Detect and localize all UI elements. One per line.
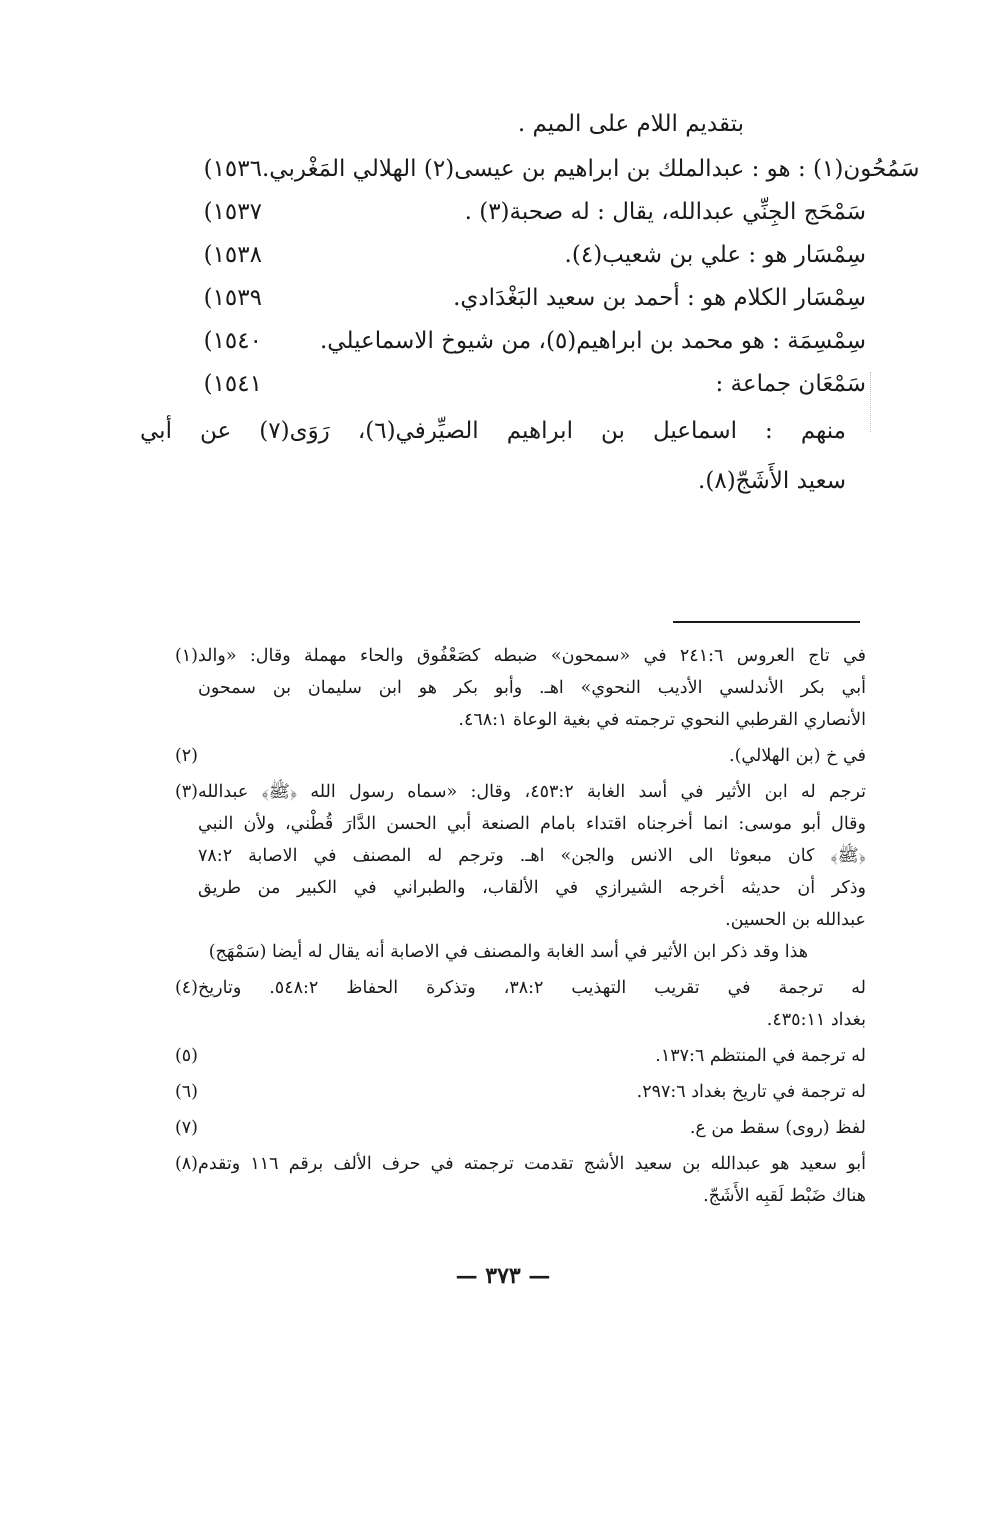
- footnote-line: في تاج العروس ٢٤١:٦ في «سمحون» ضبطه كصَعْفُوق والحاء مهملة وقال: «والد: [198, 646, 866, 666]
- entry-text: سَمْحَج الجِنِّي عبدالله، يقال : له صحبة(٣) .: [464, 199, 866, 225]
- entry-text: سِمْسِمَة : هو محمد بن ابراهيم(٥)، من شيوخ الاسماعيلي.: [319, 328, 866, 354]
- entry-text: سِمْسَار هو : علي بن شعيب(٤).: [564, 242, 866, 268]
- footnote-line: ترجم له ابن الأثير في أسد الغابة ٤٥٣:٢، وقال: «سماه رسول الله ﴿ﷺ﴾ عبدالله: [198, 782, 867, 802]
- entry-number: ١٥٣٩): [203, 285, 262, 311]
- entry-number: ١٥٣٧): [203, 199, 262, 225]
- intro-line: بتقديم اللام على الميم .: [517, 111, 744, 137]
- entry-text: سِمْسَار الكلام هو : أحمد بن سعيد البَغْدَادي.: [453, 285, 866, 311]
- entry-number: ١٥٣٨): [203, 242, 262, 268]
- paragraph-line: منهم : اسماعيل بن ابراهيم الصيِّرفي(٦)، رَوَى(٧) عن أبي: [140, 418, 846, 444]
- footnote-number: (٧): [174, 1118, 198, 1138]
- footnote-line: هناك ضَبْط لَقبِه الأَشَجّ.: [703, 1186, 866, 1206]
- footnote-line: ﴿ﷺ﴾ كان مبعوثا الى الانس والجن» اهـ. وترجم له المصنف في الاصابة ٧٨:٢: [198, 846, 866, 866]
- entry-1538: [140, 234, 866, 277]
- footnote-line: الأنصاري القرطبي النحوي ترجمته في بغية الوعاة ٤٦٨:١.: [458, 710, 866, 730]
- entry-number: ١٥٤٠): [203, 328, 262, 354]
- entry-1541: [140, 363, 866, 406]
- entry-text: سَمْعَان جماعة :: [715, 371, 866, 397]
- footnote-line: أبي بكر الأندلسي الأديب النحوي» اهـ. وأبو بكر هو ابن سليمان بن سمحون: [198, 678, 866, 698]
- paragraph-line: سعيد الأَشَجّ(٨).: [698, 468, 846, 494]
- footnote-line: عبدالله بن الحسين.: [725, 910, 866, 930]
- footnote-line: وذكر أن حديثه أخرجه الشيرازي في الألقاب، والطبراني في الكبير من طريق: [198, 878, 866, 898]
- footnote-number: (٢): [174, 746, 198, 766]
- footnote-1: [140, 640, 866, 736]
- entry-number: ١٥٣٦): [203, 156, 262, 182]
- entry-1537: [140, 191, 866, 234]
- footnote-2: [140, 740, 866, 772]
- footnote-5: [140, 1040, 866, 1072]
- footnote-line: له ترجمة في تقريب التهذيب ٣٨:٢، وتذكرة الحفاظ ٥٤٨:٢. وتاريخ: [198, 978, 866, 998]
- footnote-number: (١): [174, 646, 198, 666]
- footnote-4: [140, 972, 866, 1036]
- entry-number: ١٥٤١): [203, 371, 262, 397]
- page-number: — ٣٧٣ —: [455, 1263, 551, 1289]
- footnote-3: [140, 776, 866, 936]
- footnote-line: وقال أبو موسى: انما أخرجناه اقتداء بامام الصنعة أبي الحسن الدَّارَ قُطْني، ولأن النبي: [198, 814, 866, 834]
- footnote-number: (٥): [174, 1046, 198, 1066]
- margin-mark: [870, 372, 871, 432]
- footnote-6: [140, 1076, 866, 1108]
- footnote-line: بغداد ٤٣٥:١١.: [766, 1010, 866, 1030]
- footnote-line: في خ (بن الهلالي).: [729, 746, 866, 766]
- footnote-line: أبو سعيد هو عبدالله بن سعيد الأشج تقدمت ترجمته في حرف الألف برقم ١١٦ وتقدم: [198, 1154, 866, 1174]
- footnote-7: [140, 1112, 866, 1144]
- footnote-8: [140, 1148, 866, 1212]
- footnote-3-addendum: هذا وقد ذكر ابن الأثير في أسد الغابة والمصنف في الاصابة أنه يقال له أيضا (سَمْهَج): [208, 942, 808, 962]
- footnote-number: (٦): [174, 1082, 198, 1102]
- footnote-line: له ترجمة في المنتظم ١٣٧:٦.: [655, 1046, 866, 1066]
- footnote-line: لفظ (روى) سقط من ع.: [689, 1118, 866, 1138]
- footnote-separator: [673, 621, 860, 623]
- entry-text: سَمُحُون(١) : هو : عبدالملك بن ابراهيم بن عيسى(٢) الهلالي المَغْربي.: [262, 156, 920, 182]
- entry-1541-paragraph: [140, 406, 866, 506]
- entry-1540: [140, 320, 866, 363]
- entry-1536: [140, 148, 920, 191]
- footnote-number: (٤): [174, 978, 198, 998]
- footnote-line: له ترجمة في تاريخ بغداد ٢٩٧:٦.: [636, 1082, 866, 1102]
- footnote-number: (٨): [174, 1154, 198, 1174]
- entry-1539: [140, 277, 866, 320]
- main-text: [140, 100, 920, 506]
- footnote-number: (٣): [174, 782, 198, 802]
- footnotes: [140, 640, 866, 1216]
